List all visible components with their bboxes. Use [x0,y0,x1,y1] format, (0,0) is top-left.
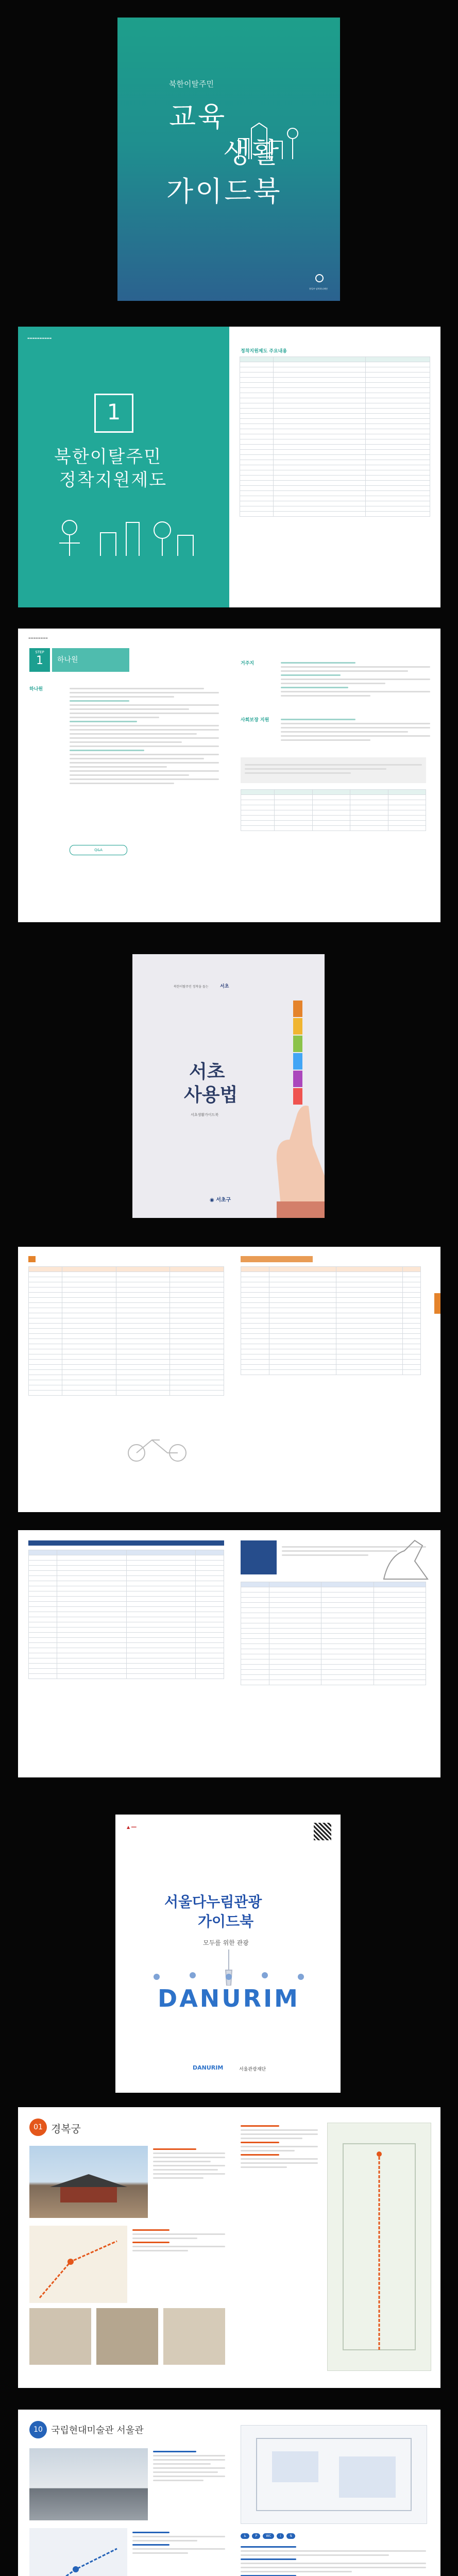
danurim-subtitle: 모두를 위한 관광 [203,1939,249,1946]
blue-right-table [241,1582,426,1685]
city-skyline-illustration [233,118,306,164]
cover-small-title: 북한이탈주민 [169,79,214,89]
seocho-right-table [241,1266,421,1375]
step-title: 하나원 [57,656,78,664]
palace-site-map [327,2123,431,2371]
cover-title-line3: 가이드북 [166,175,282,208]
step-number: 1 [36,654,43,667]
seocho-title-line2: 사용법 [184,1084,238,1106]
danurim-banner-text: DANURIM [158,1985,300,2012]
place-number-2: 10 [33,2426,43,2434]
floor-plan [241,2425,427,2524]
blue-left-banner [28,1540,224,1546]
danurim-people [136,1969,321,1985]
place-name-2: 국립현대미술관 서울관 [51,2425,144,2436]
chapter-illustration [49,507,198,564]
chapter-left-half [18,327,229,607]
publisher-label: 통일부 남북하나재단 [309,287,328,290]
step-header: ▬▬▬▬▬▬▬▬ [28,637,48,640]
seocho-left-heading [28,1256,36,1262]
chapter-header: ▬▬▬▬▬▬▬▬▬▬ [27,337,52,340]
step-right-section-title-1: 거주지 [241,661,255,666]
seocho-subtitle: 서초생활가이드북 [191,1113,219,1117]
seocho-side-tab [434,1293,440,1314]
step-left-text [70,685,219,787]
place-page-mmca [18,2410,440,2576]
faq-label: Q&A [94,848,103,852]
seocho-tables-page [18,1247,440,1512]
place-photos-row [29,2308,225,2370]
place-right-text-2 [241,2544,426,2576]
step-spread-page [18,629,440,922]
step-left-section-title: 하나원 [29,687,43,692]
cover-title-line1: 교육 [169,100,227,133]
faq-button [70,845,127,855]
hand-illustration [261,1083,325,1218]
place-number: 01 [33,2123,43,2131]
seocho-title-line1: 서초 [189,1061,225,1082]
chapter-number-box [94,394,133,433]
place-map-2 [29,2528,127,2576]
seocho-right-heading [241,1256,313,1262]
chapter-title-line2: 정착지원제도 [59,470,167,490]
support-table [240,357,430,517]
phone-hand-illustration [379,1535,430,1582]
step-right-table [241,789,426,831]
seocho-left-table [28,1266,224,1396]
seocho-small-title: 북한이탈주민 정착을 돕는 [174,985,209,989]
facility-icons: ♿ P WC i ⇅ [241,2529,426,2539]
danurim-cover-page [115,1815,341,2093]
cover-logo [309,273,330,292]
seocho-blue-page [18,1530,440,1777]
danurim-partner-logo: 서울관광재단 [239,2067,266,2072]
place-intro-box-2 [153,2448,225,2484]
museum-photo [29,2448,148,2520]
danurim-title-line2: 가이드북 [198,1913,254,1930]
seocho-logo-text: 서초구 [216,1197,231,1203]
place-page-gyeongbokgung [18,2107,440,2388]
step-right-text-1 [281,659,430,699]
blue-left-table [28,1550,224,1679]
place-right-text [241,2123,318,2171]
step-right-text-2 [281,716,430,743]
danurim-banner [136,1985,321,2015]
place-number-badge [29,2119,47,2136]
seocho-cover-page [132,954,325,1218]
chapter-title-line1: 북한이탈주민 [54,447,162,467]
chapter-spread-page [18,327,440,607]
place-name: 경복궁 [51,2123,81,2135]
step-label: STEP [35,650,44,654]
chapter-right-half [229,327,440,607]
guide-cover-page [117,18,340,301]
place-info-2 [132,2529,225,2556]
danurim-title-line1: 서울다누림관광 [164,1893,262,1910]
bicycle-illustration [121,1432,193,1463]
place-map [29,2226,127,2303]
step-badge [29,648,50,672]
danurim-top-logo: ▲ ━━ [127,1825,137,1829]
place-intro-box [153,2146,225,2181]
step-info-box [241,757,426,783]
qr-code [314,1823,331,1840]
place-number-badge-2 [29,2421,47,2438]
cover-title-line2: 생활 [223,137,281,169]
table-title: 정착지원제도 주요내용 [241,349,287,354]
seocho-logo: ◉ 서초구 [210,1197,231,1203]
place-info [132,2227,225,2254]
chapter-number: 1 [107,399,121,425]
seocho-brand: 서초 [220,984,229,989]
palace-photo [29,2146,148,2218]
step-title-bar [52,648,129,672]
danurim-footer-left-logo: DANURIM [193,2064,224,2071]
step-right-section-title-2: 사회보장 지원 [241,718,269,723]
